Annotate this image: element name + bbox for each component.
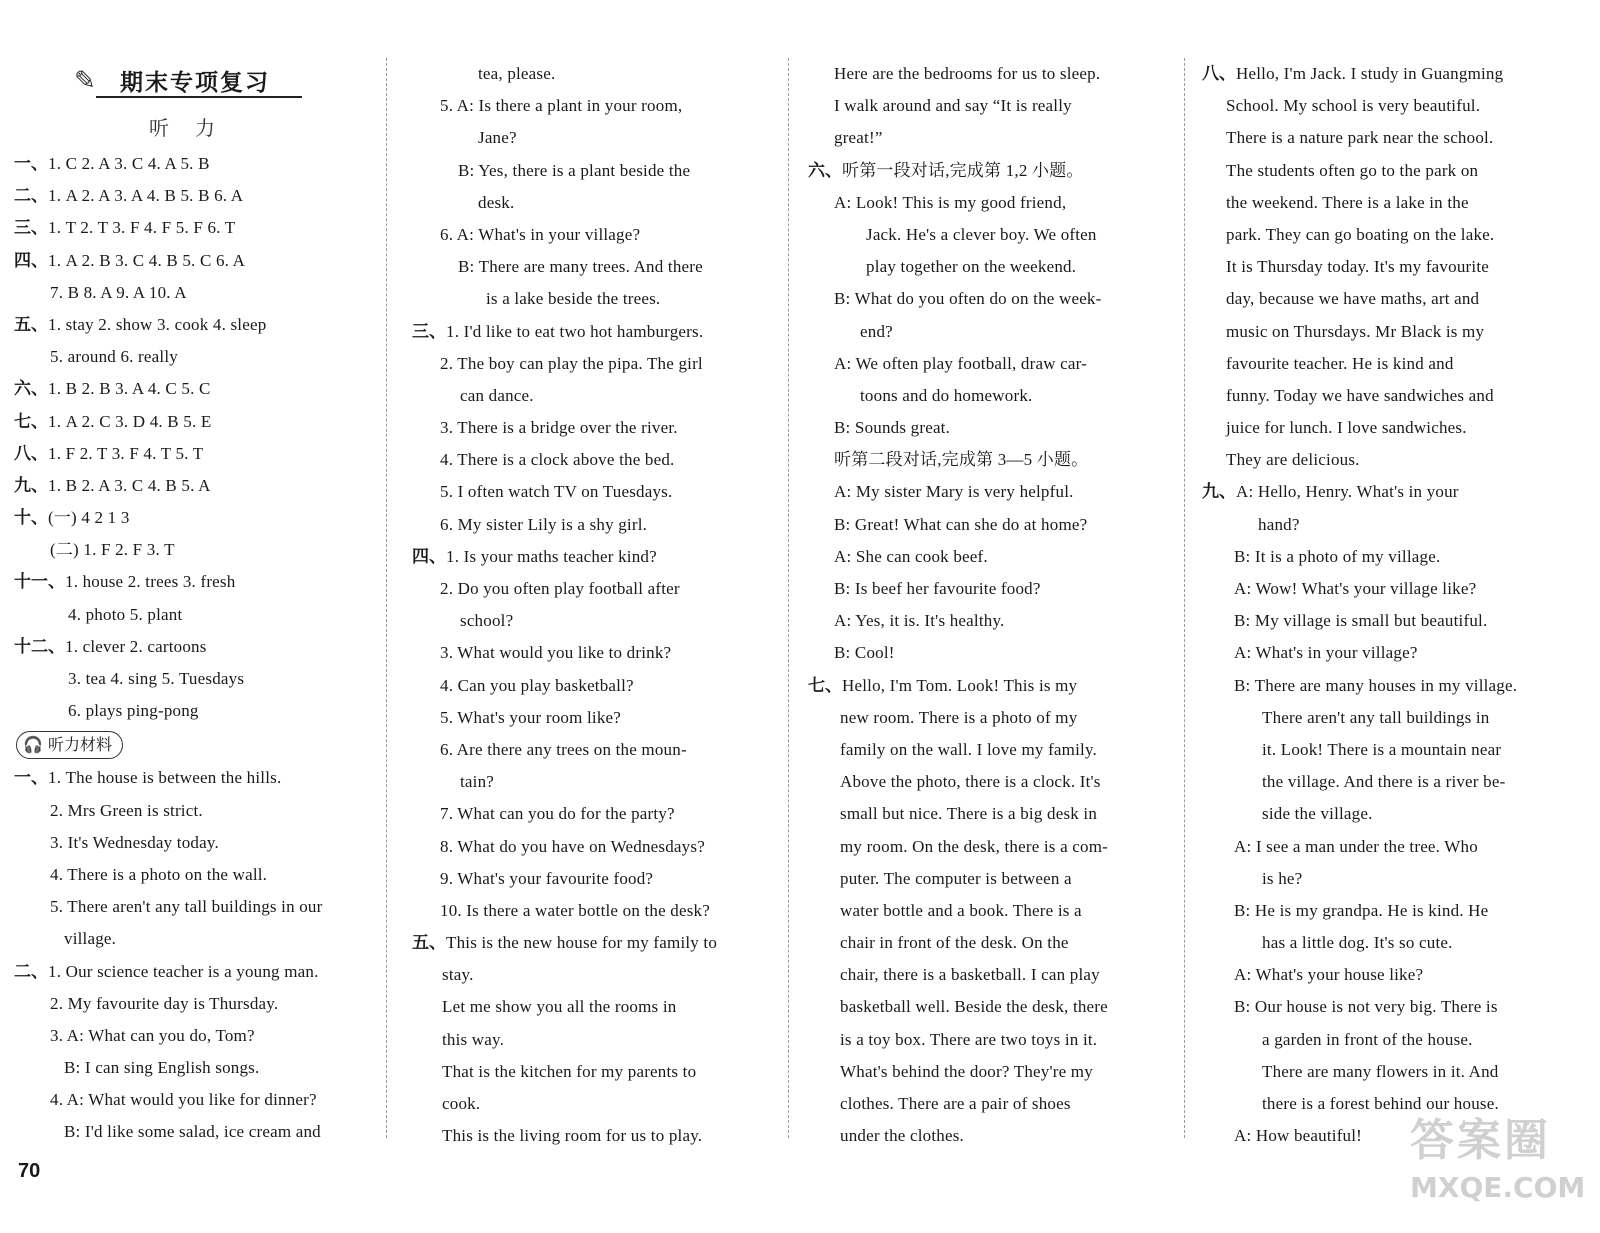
text-line: This is the new house for my family to bbox=[446, 933, 718, 953]
dialogue-line: B: Cool! bbox=[834, 643, 895, 663]
item-marker: 二、 bbox=[14, 186, 48, 206]
text-line: 2. My favourite day is Thursday. bbox=[50, 993, 279, 1013]
dialogue-line: a garden in front of the house. bbox=[1262, 1029, 1473, 1049]
item-marker: 九、 bbox=[1202, 482, 1236, 502]
item-marker: 七、 bbox=[808, 675, 842, 695]
listening-materials-label bbox=[16, 731, 123, 759]
page-number: 70 bbox=[18, 1160, 41, 1182]
text-line: desk. bbox=[478, 192, 515, 212]
text-line: School. My school is very beautiful. bbox=[1226, 96, 1481, 116]
text-line: Let me show you all the rooms in bbox=[442, 997, 677, 1017]
item-marker: 九、 bbox=[14, 475, 48, 495]
dialogue-line: B: What do you often do on the week- bbox=[834, 289, 1102, 309]
text-line: basketball well. Beside the desk, there bbox=[840, 997, 1108, 1017]
text-line: 4. Can you play basketball? bbox=[440, 675, 634, 695]
answer-line: 1. C 2. A 3. C 4. A 5. B bbox=[48, 154, 210, 173]
text-line: my room. On the desk, there is a com- bbox=[840, 836, 1109, 856]
text-line: chair in front of the desk. On the bbox=[840, 933, 1069, 953]
dialogue-line: A: Hello, Henry. What's in your bbox=[1236, 482, 1459, 502]
dialogue-line: B: Our house is not very big. There is bbox=[1234, 997, 1498, 1017]
text-line: 1. I'd like to eat two hot hamburgers. bbox=[446, 321, 704, 341]
text-line: 5. A: Is there a plant in your room, bbox=[440, 96, 683, 116]
text-line: 4. A: What would you like for dinner? bbox=[50, 1090, 317, 1110]
text-line: That is the kitchen for my parents to bbox=[442, 1061, 697, 1081]
text-line: day, because we have maths, art and bbox=[1226, 289, 1480, 309]
answer-list bbox=[14, 148, 376, 727]
section-title bbox=[14, 58, 376, 104]
column-2 bbox=[412, 58, 777, 1152]
text-line: juice for lunch. I love sandwiches. bbox=[1226, 418, 1467, 438]
text-line: 4. There is a photo on the wall. bbox=[50, 864, 268, 884]
watermark bbox=[1410, 1112, 1590, 1222]
text-line: cook. bbox=[442, 1094, 481, 1113]
dialogue-line: There aren't any tall buildings in bbox=[1262, 707, 1490, 727]
dialogue-line: B: My village is small but beautiful. bbox=[1234, 611, 1488, 631]
text-line: tain? bbox=[460, 772, 495, 792]
instruction-line: 听第一段对话,完成第 1,2 小题。 bbox=[842, 160, 1084, 180]
dialogue-line: has a little dog. It's so cute. bbox=[1262, 933, 1453, 953]
dialogue-line: A: Look! This is my good friend, bbox=[834, 192, 1067, 212]
text-line: school? bbox=[460, 611, 514, 631]
dialogue-line: hand? bbox=[1258, 514, 1300, 534]
section-subtitle: 听力 bbox=[149, 116, 241, 140]
text-line: 6. My sister Lily is a shy girl. bbox=[440, 514, 648, 534]
item-marker: 三、 bbox=[412, 321, 446, 341]
text-line: Above the photo, there is a clock. It's bbox=[840, 772, 1101, 792]
text-line: What's behind the door? They're my bbox=[840, 1061, 1093, 1081]
text-line: favourite teacher. He is kind and bbox=[1226, 353, 1454, 373]
pen-icon: ✎ bbox=[74, 66, 96, 95]
answer-line: 4. photo 5. plant bbox=[68, 604, 183, 624]
text-line: 2. Mrs Green is strict. bbox=[50, 800, 203, 820]
headphones-icon: 🎧 bbox=[23, 735, 43, 755]
text-line: Hello, I'm Jack. I study in Guangming bbox=[1236, 64, 1504, 83]
materials-label-text: 听力材料 bbox=[48, 735, 113, 755]
answer-line: 1. A 2. B 3. C 4. B 5. C 6. A bbox=[48, 250, 246, 270]
column-1 bbox=[14, 58, 376, 1149]
dialogue-line: A: We often play football, draw car- bbox=[834, 353, 1088, 373]
text-line: They are delicious. bbox=[1226, 450, 1360, 470]
item-marker: 八、 bbox=[1202, 64, 1236, 83]
text-line: The students often go to the park on bbox=[1226, 160, 1479, 180]
text-line: 2. Do you often play football after bbox=[440, 579, 680, 598]
text-line: is a toy box. There are two toys in it. bbox=[840, 1029, 1098, 1049]
text-line: This is the living room for us to play. bbox=[442, 1126, 703, 1146]
dialogue-line: B: Sounds great. bbox=[834, 418, 951, 438]
text-line: Hello, I'm Tom. Look! This is my bbox=[842, 675, 1078, 695]
dialogue-line: A: My sister Mary is very helpful. bbox=[834, 482, 1074, 502]
column-4 bbox=[1202, 58, 1574, 1152]
text-line: 4. There is a clock above the bed. bbox=[440, 450, 675, 470]
text-line: music on Thursdays. Mr Black is my bbox=[1226, 321, 1485, 341]
answer-line: 3. tea 4. sing 5. Tuesdays bbox=[68, 669, 245, 688]
text-line: B: I'd like some salad, ice cream and bbox=[64, 1122, 321, 1142]
dialogue-line: A: Yes, it is. It's healthy. bbox=[834, 611, 1005, 631]
text-line: 3. A: What can you do, Tom? bbox=[50, 1025, 255, 1045]
dialogue-line: end? bbox=[860, 321, 893, 341]
dialogue-line: Jack. He's a clever boy. We often bbox=[866, 224, 1097, 244]
dialogue-line: A: What's your house like? bbox=[1234, 965, 1424, 985]
text-line: 1. The house is between the hills. bbox=[48, 768, 282, 788]
item-marker: 一、 bbox=[14, 154, 48, 173]
item-marker: 十二、 bbox=[14, 636, 65, 656]
item-marker: 十一、 bbox=[14, 572, 65, 592]
dialogue-line: A: I see a man under the tree. Who bbox=[1234, 836, 1478, 856]
dialogue-line: side the village. bbox=[1262, 804, 1373, 824]
item-marker: 四、 bbox=[14, 250, 48, 270]
page-title: 期末专项复习 bbox=[120, 70, 270, 96]
text-line: Jane? bbox=[478, 128, 517, 148]
text-line: I walk around and say “It is really bbox=[834, 96, 1072, 116]
text-line: 5. I often watch TV on Tuesdays. bbox=[440, 482, 673, 502]
text-line: 8. What do you have on Wednesdays? bbox=[440, 836, 705, 856]
text-line: 3. It's Wednesday today. bbox=[50, 832, 219, 852]
item-marker: 六、 bbox=[808, 160, 842, 180]
dialogue-line: B: Great! What can she do at home? bbox=[834, 514, 1088, 534]
text-line: under the clothes. bbox=[840, 1126, 964, 1146]
text-line: 5. What's your room like? bbox=[440, 707, 622, 727]
dialogue-line: toons and do homework. bbox=[860, 385, 1033, 405]
text-line: tea, please. bbox=[478, 64, 556, 83]
text-line: B: There are many trees. And there bbox=[458, 257, 703, 277]
item-marker: 六、 bbox=[14, 379, 48, 399]
answer-line: 1. F 2. T 3. F 4. T 5. T bbox=[48, 443, 204, 463]
dialogue-line: A: How beautiful! bbox=[1234, 1126, 1363, 1146]
answer-line: 1. clever 2. cartoons bbox=[65, 636, 207, 656]
text-line: 6. A: What's in your village? bbox=[440, 224, 641, 244]
answer-line: 1. stay 2. show 3. cook 4. sleep bbox=[48, 314, 267, 334]
text-line: 6. Are there any trees on the moun- bbox=[440, 739, 687, 759]
answer-line: 1. house 2. trees 3. fresh bbox=[65, 572, 236, 592]
column-3 bbox=[808, 58, 1178, 1152]
text-line: clothes. There are a pair of shoes bbox=[840, 1094, 1071, 1113]
text-line: 3. There is a bridge over the river. bbox=[440, 418, 678, 438]
text-line: great!” bbox=[834, 128, 883, 148]
text-line: chair, there is a basketball. I can play bbox=[840, 965, 1100, 985]
text-line: water bottle and a book. There is a bbox=[840, 900, 1082, 920]
dialogue-line: B: It is a photo of my village. bbox=[1234, 546, 1441, 566]
dialogue-line: A: She can cook beef. bbox=[834, 546, 988, 566]
text-line: It is Thursday today. It's my favourite bbox=[1226, 257, 1489, 277]
answer-line: (二) 1. F 2. F 3. T bbox=[50, 540, 175, 560]
text-line: new room. There is a photo of my bbox=[840, 707, 1078, 727]
text-line: can dance. bbox=[460, 385, 534, 405]
item-marker: 二、 bbox=[14, 961, 48, 981]
item-marker: 八、 bbox=[14, 443, 48, 463]
dialogue-line: There are many flowers in it. And bbox=[1262, 1061, 1499, 1081]
dialogue-line: is he? bbox=[1262, 868, 1303, 888]
dialogue-line: A: What's in your village? bbox=[1234, 643, 1418, 663]
text-line: 3. What would you like to drink? bbox=[440, 643, 672, 663]
text-line: 7. What can you do for the party? bbox=[440, 804, 675, 824]
dialogue-line: B: There are many houses in my village. bbox=[1234, 675, 1518, 695]
dialogue-line: A: Wow! What's your village like? bbox=[1234, 579, 1477, 598]
answer-line: 6. plays ping-pong bbox=[68, 701, 199, 721]
dialogue-line: B: He is my grandpa. He is kind. He bbox=[1234, 900, 1489, 920]
answer-line: (一) 4 2 1 3 bbox=[48, 508, 130, 528]
dialogue-line: the village. And there is a river be- bbox=[1262, 772, 1506, 792]
item-marker: 七、 bbox=[14, 411, 48, 431]
text-line: park. They can go boating on the lake. bbox=[1226, 224, 1495, 244]
watermark-line-2: MXQE.COM bbox=[1410, 1171, 1586, 1204]
text-line: 9. What's your favourite food? bbox=[440, 868, 654, 888]
item-marker: 一、 bbox=[14, 768, 48, 788]
watermark-line-1: 答案圈 bbox=[1410, 1115, 1551, 1166]
text-line: 2. The boy can play the pipa. The girl bbox=[440, 353, 703, 373]
text-line: puter. The computer is between a bbox=[840, 868, 1072, 888]
text-line: is a lake beside the trees. bbox=[486, 289, 661, 309]
text-line: this way. bbox=[442, 1029, 505, 1049]
text-line: small but nice. There is a big desk in bbox=[840, 804, 1098, 824]
dialogue-line: there is a forest behind our house. bbox=[1262, 1094, 1499, 1113]
text-line: family on the wall. I love my family. bbox=[840, 739, 1097, 759]
answer-line: 5. around 6. really bbox=[50, 347, 178, 367]
text-line: stay. bbox=[442, 965, 474, 985]
text-line: Here are the bedrooms for us to sleep. bbox=[834, 64, 1101, 83]
answer-line: 1. A 2. A 3. A 4. B 5. B 6. A bbox=[48, 186, 244, 206]
answer-line: 7. B 8. A 9. A 10. A bbox=[50, 282, 187, 302]
text-line: 1. Is your maths teacher kind? bbox=[446, 546, 657, 566]
text-line: village. bbox=[64, 929, 117, 949]
item-marker: 五、 bbox=[14, 314, 48, 334]
dialogue-line: play together on the weekend. bbox=[866, 257, 1077, 277]
dialogue-line: B: Is beef her favourite food? bbox=[834, 579, 1041, 598]
title-underline bbox=[96, 96, 302, 98]
answer-line: 1. B 2. B 3. A 4. C 5. C bbox=[48, 379, 211, 399]
text-line: funny. Today we have sandwiches and bbox=[1226, 385, 1494, 405]
text-line: B: I can sing English songs. bbox=[64, 1058, 260, 1078]
text-line: B: Yes, there is a plant beside the bbox=[458, 160, 691, 180]
text-line: 10. Is there a water bottle on the desk? bbox=[440, 900, 710, 920]
item-marker: 十、 bbox=[14, 508, 48, 528]
materials-list bbox=[14, 762, 376, 1148]
text-line: 1. Our science teacher is a young man. bbox=[48, 961, 319, 981]
item-marker: 三、 bbox=[14, 218, 48, 238]
text-line: 5. There aren't any tall buildings in our bbox=[50, 897, 323, 917]
instruction-line: 听第二段对话,完成第 3—5 小题。 bbox=[834, 450, 1089, 470]
text-line: There is a nature park near the school. bbox=[1226, 128, 1494, 148]
dialogue-line: it. Look! There is a mountain near bbox=[1262, 739, 1502, 759]
item-marker: 五、 bbox=[412, 933, 446, 953]
text-line: the weekend. There is a lake in the bbox=[1226, 192, 1469, 212]
answer-line: 1. A 2. C 3. D 4. B 5. E bbox=[48, 411, 212, 431]
answer-line: 1. T 2. T 3. F 4. F 5. F 6. T bbox=[48, 218, 236, 238]
item-marker: 四、 bbox=[412, 546, 446, 566]
answer-line: 1. B 2. A 3. C 4. B 5. A bbox=[48, 475, 211, 495]
